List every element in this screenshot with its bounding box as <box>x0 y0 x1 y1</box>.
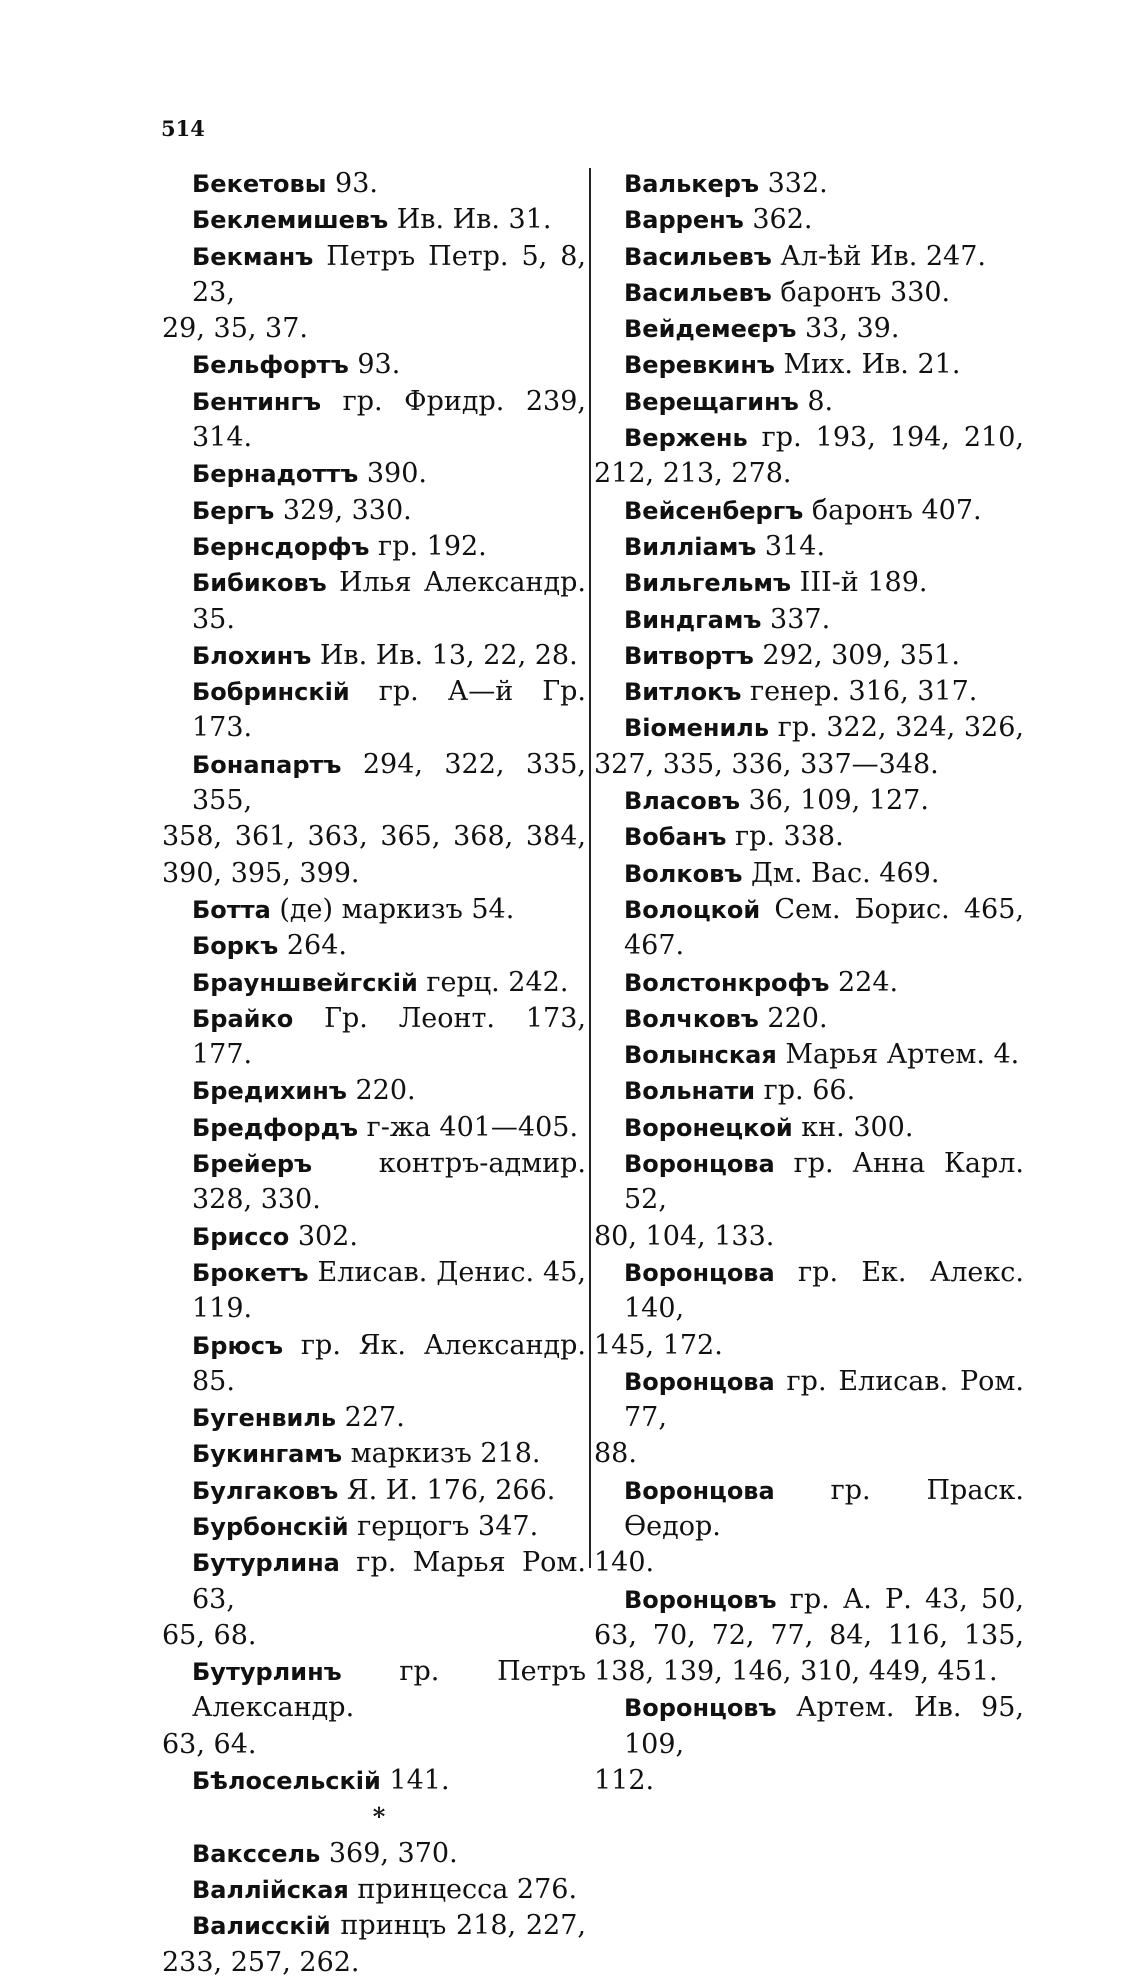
entry-refs: гр. 192. <box>369 530 487 562</box>
index-entry <box>594 1690 1024 1799</box>
entry-name: Вержень <box>624 424 748 453</box>
entry-name: Валисскій <box>192 1912 331 1941</box>
entry-refs: Елисав. Денис. 45, 119. <box>192 1256 586 1325</box>
entry-refs: 292, 309, 351. <box>753 639 960 671</box>
entry-name: Блохинъ <box>192 641 312 670</box>
entry-line <box>162 1908 586 1944</box>
entry-refs: Ал-ѣй Ив. 247. <box>771 240 986 272</box>
entry-name: Бернадоттъ <box>192 460 359 489</box>
entry-line <box>162 638 586 674</box>
index-column-right <box>594 166 1024 1799</box>
index-entry <box>162 166 586 202</box>
entry-refs: 145, 172. <box>594 1329 723 1361</box>
index-entry <box>162 638 586 674</box>
entry-refs: гр. Анна Карл. 52, <box>624 1148 1024 1216</box>
index-entry <box>594 275 1024 311</box>
entry-refs: гр. 193, 194, 210, <box>747 422 1024 454</box>
index-entry <box>594 1073 1024 1109</box>
entry-line <box>594 638 1024 674</box>
entry-name: Васильевъ <box>624 242 772 271</box>
entry-refs: 227. <box>336 1402 405 1434</box>
entry-name: Брауншвейгскій <box>192 968 418 997</box>
entry-refs: Артем. Ив. 95, 109, <box>624 1692 1024 1760</box>
entry-line <box>162 529 586 565</box>
entry-refs: гр. А. Р. 43, 50, <box>776 1583 1024 1615</box>
entry-refs: 33, 39. <box>796 313 900 345</box>
entry-refs: Сем. Борис. 465, 467. <box>624 893 1024 962</box>
index-entry <box>594 674 1024 710</box>
entry-line <box>162 1618 586 1654</box>
entry-refs: гр. 322, 324, 326, <box>769 712 1024 744</box>
entry-line <box>162 1110 586 1146</box>
entry-name: Бугенвиль <box>192 1404 337 1433</box>
entry-name: Бекманъ <box>192 242 314 271</box>
entry-name: Ботта <box>192 895 271 924</box>
entry-name: Вакссель <box>192 1839 321 1868</box>
entry-name: Воронцова <box>624 1150 775 1179</box>
entry-name: Волоцкой <box>624 895 761 924</box>
entry-refs: гр. Ек. Алекс. 140, <box>624 1256 1024 1325</box>
entry-refs: контръ-адмир. 328, 330. <box>192 1148 586 1216</box>
entry-name: Виндгамъ <box>624 605 762 634</box>
entry-refs: гр. Як. Александр. 85. <box>192 1329 586 1397</box>
entry-line <box>162 1436 586 1472</box>
index-entry <box>162 202 586 238</box>
entry-name: Боркъ <box>192 932 279 961</box>
entry-name: Бредфордъ <box>192 1113 359 1142</box>
entry-line <box>162 166 586 202</box>
entry-name: Вильгельмъ <box>624 569 792 598</box>
index-entry <box>594 710 1024 783</box>
entry-refs: гр. Праск. Ѳедор. <box>624 1474 1024 1542</box>
entry-line <box>162 1146 586 1219</box>
entry-refs: 314. <box>756 530 826 562</box>
index-entry <box>162 529 586 565</box>
index-entry <box>162 1001 586 1074</box>
entry-refs: гр. 338. <box>726 821 844 853</box>
entry-name: Волковъ <box>624 859 743 888</box>
index-entry <box>594 1146 1024 1255</box>
entry-line <box>594 529 1024 565</box>
entry-name: Бѣлосельскій <box>192 1767 381 1796</box>
entry-name: Вейсенбергъ <box>624 496 804 525</box>
entry-line <box>162 674 586 747</box>
index-entry <box>162 1908 586 1981</box>
entry-refs: 329, 330. <box>274 494 412 526</box>
entry-line <box>594 420 1024 456</box>
entry-refs: 63, 64. <box>162 1728 257 1760</box>
index-entry <box>162 347 586 383</box>
index-entry <box>162 1110 586 1146</box>
entry-refs: 220. <box>346 1075 416 1107</box>
entry-name: Бутурлинъ <box>192 1658 342 1687</box>
entry-line <box>162 1545 586 1618</box>
entry-line <box>594 1690 1024 1763</box>
entry-name: Бибиковъ <box>192 569 327 598</box>
entry-line <box>594 1654 1024 1690</box>
index-entry <box>594 311 1024 347</box>
index-entry <box>162 1328 586 1401</box>
entry-line <box>594 275 1024 311</box>
entry-line <box>594 856 1024 892</box>
entry-refs: маркизъ 218. <box>342 1438 541 1470</box>
index-entry <box>162 1763 586 1799</box>
index-column-left <box>162 166 586 1981</box>
entry-line <box>162 1727 586 1763</box>
entry-line <box>162 1654 586 1727</box>
entry-refs: гр. Фридр. 239, 314. <box>192 385 586 454</box>
entry-refs: 80, 104, 133. <box>594 1220 775 1252</box>
index-entry <box>162 384 586 457</box>
entry-name: Воронцовъ <box>624 1694 777 1723</box>
entry-line <box>162 1945 586 1981</box>
entry-line <box>594 710 1024 746</box>
entry-line <box>594 1473 1024 1546</box>
index-entry <box>594 1582 1024 1691</box>
index-entry <box>162 565 586 638</box>
index-entry <box>594 1001 1024 1037</box>
entry-line <box>162 1219 586 1255</box>
entry-line <box>594 493 1024 529</box>
entry-name: Валлійская <box>192 1875 349 1904</box>
entry-name: Брейеръ <box>192 1150 313 1179</box>
entry-line <box>594 1146 1024 1219</box>
entry-line <box>162 928 586 964</box>
entry-refs: 112. <box>594 1765 655 1797</box>
entry-refs: Ив. Ив. 13, 22, 28. <box>311 639 578 671</box>
entry-line <box>594 1763 1024 1799</box>
entry-line <box>594 965 1024 1001</box>
entry-line <box>594 1582 1024 1618</box>
entry-line <box>594 1436 1024 1472</box>
index-entry <box>594 638 1024 674</box>
index-entry <box>162 1473 586 1509</box>
entry-name: Бурбонскій <box>192 1512 349 1541</box>
entry-refs: 369, 370. <box>320 1837 458 1869</box>
index-entry <box>594 965 1024 1001</box>
entry-refs: 294, 322, 335, 355, <box>192 748 586 817</box>
entry-line <box>594 602 1024 638</box>
entry-line <box>594 783 1024 819</box>
entry-name: Булгаковъ <box>192 1476 339 1505</box>
section-separator: * <box>372 1802 386 1832</box>
entry-line <box>162 239 586 312</box>
entry-name: Витвортъ <box>624 641 754 670</box>
index-entry <box>162 892 586 928</box>
entry-line <box>594 1328 1024 1364</box>
entry-line <box>162 1509 586 1545</box>
entry-line <box>594 1001 1024 1037</box>
entry-line <box>594 1037 1024 1073</box>
index-entry <box>594 384 1024 420</box>
entry-refs: 140. <box>594 1547 655 1579</box>
index-entry <box>162 1872 586 1908</box>
index-entry <box>162 456 586 492</box>
index-entry <box>162 965 586 1001</box>
entry-refs: 233, 257, 262. <box>162 1946 360 1978</box>
entry-refs: (де) маркизъ 54. <box>270 893 515 925</box>
entry-name: Воронцова <box>624 1367 775 1396</box>
index-entry <box>594 1364 1024 1473</box>
index-entry <box>594 856 1024 892</box>
entry-line <box>162 311 586 347</box>
entry-line <box>162 1872 586 1908</box>
index-entry <box>162 1146 586 1219</box>
entry-line <box>162 456 586 492</box>
entry-line <box>594 239 1024 275</box>
index-entry <box>162 674 586 747</box>
entry-line <box>594 565 1024 601</box>
column-divider <box>589 168 591 1568</box>
entry-name: Варренъ <box>624 206 744 235</box>
entry-line <box>162 892 586 928</box>
page-number: 514 <box>161 116 205 141</box>
entry-line <box>162 856 586 892</box>
index-entry <box>594 1255 1024 1364</box>
entry-refs: 302. <box>289 1220 358 1252</box>
entry-line <box>594 347 1024 383</box>
entry-line <box>594 892 1024 965</box>
entry-line <box>162 1763 586 1799</box>
entry-name: Букингамъ <box>192 1440 343 1469</box>
entry-refs: принцесса 276. <box>348 1873 578 1905</box>
entry-refs: 337. <box>761 603 831 635</box>
entry-line <box>594 674 1024 710</box>
entry-name: Волчковъ <box>624 1004 759 1033</box>
entry-refs: Петръ Петр. 5, 8, 23, <box>192 240 586 308</box>
entry-refs: 390, 395, 399. <box>162 857 360 889</box>
entry-refs: Гр. Леонт. 173, 177. <box>192 1002 586 1071</box>
entry-name: Воронцова <box>624 1258 775 1287</box>
entry-refs: 264. <box>278 930 347 962</box>
index-entry <box>594 239 1024 275</box>
entry-line <box>162 819 586 855</box>
index-entry <box>594 1473 1024 1582</box>
index-entry <box>594 1037 1024 1073</box>
index-entry <box>594 1110 1024 1146</box>
entry-refs: баронъ 330. <box>771 276 951 308</box>
entry-name: Брайко <box>192 1004 294 1033</box>
entry-refs: Дм. Вас. 469. <box>742 857 940 889</box>
index-entry <box>162 239 586 348</box>
index-entry <box>594 529 1024 565</box>
entry-name: Валькеръ <box>624 170 760 198</box>
entry-name: Брокетъ <box>192 1258 309 1287</box>
entry-name: Воронцовъ <box>624 1585 777 1614</box>
entry-name: Бредихинъ <box>192 1077 347 1106</box>
index-entry <box>162 747 586 892</box>
entry-name: Бергъ <box>192 496 275 525</box>
entry-refs: 390. <box>358 458 427 490</box>
entry-name: Бекетовы <box>192 170 327 198</box>
entry-name: Воронецкой <box>624 1113 793 1142</box>
entry-refs: г-жа 401—405. <box>358 1111 579 1143</box>
entry-refs: гр. Марья Ром. 63, <box>192 1547 586 1615</box>
index-entry <box>162 928 586 964</box>
index-entry <box>594 565 1024 601</box>
entry-name: Бонапартъ <box>192 750 342 779</box>
index-entry <box>594 347 1024 383</box>
entry-name: Власовъ <box>624 787 741 816</box>
index-entry <box>162 1654 586 1763</box>
entry-line <box>594 384 1024 420</box>
entry-refs: гр. Елисав. Ром. 77, <box>624 1365 1024 1434</box>
entry-line <box>594 1364 1024 1437</box>
index-entry <box>162 1545 586 1654</box>
entry-refs: 362. <box>743 204 813 236</box>
entry-name: Бутурлина <box>192 1549 340 1578</box>
entry-refs: 63, 70, 72, 77, 84, 116, 135, <box>594 1619 1024 1651</box>
entry-name: Беклемишевъ <box>192 206 389 235</box>
entry-line <box>162 1001 586 1074</box>
entry-refs: 224. <box>829 966 899 998</box>
entry-line <box>594 1618 1024 1654</box>
entry-refs: Ив. Ив. 31. <box>388 204 552 236</box>
entry-name: Бентингъ <box>192 387 322 416</box>
entry-name: Верещагинъ <box>624 387 799 416</box>
entry-name: Бернсдорфъ <box>192 532 370 561</box>
entry-name: Воронцова <box>624 1476 775 1505</box>
entry-name: Вилліамъ <box>624 532 757 561</box>
entry-line <box>162 347 586 383</box>
entry-line <box>594 1073 1024 1109</box>
entry-name: Вольнати <box>624 1077 756 1106</box>
entry-refs: баронъ 407. <box>803 494 982 526</box>
entry-refs: герцогъ 347. <box>348 1510 539 1542</box>
entry-name: Брюсъ <box>192 1331 284 1360</box>
index-entry <box>162 1436 586 1472</box>
index-entry <box>594 892 1024 965</box>
entry-name: Витлокъ <box>624 678 742 707</box>
entry-line <box>162 202 586 238</box>
entry-name: Бриссо <box>192 1222 290 1251</box>
entry-refs: 332. <box>759 168 828 199</box>
entry-refs: Мих. Ив. 21. <box>774 349 961 381</box>
entry-name: Віомениль <box>624 714 770 743</box>
entry-refs: герц. 242. <box>417 966 569 998</box>
entry-refs: генер. 316, 317. <box>741 676 978 708</box>
entry-line <box>162 1473 586 1509</box>
entry-refs: 36, 109, 127. <box>740 785 929 817</box>
entry-refs: 29, 35, 37. <box>162 313 308 345</box>
entry-refs: Марья Артем. 4. <box>776 1039 1020 1071</box>
entry-name: Волынская <box>624 1041 777 1070</box>
entry-refs: кн. 300. <box>792 1111 914 1143</box>
index-entry <box>594 420 1024 493</box>
entry-refs: 212, 213, 278. <box>594 458 792 490</box>
index-entry <box>594 819 1024 855</box>
entry-refs: 93. <box>348 349 401 381</box>
index-entry <box>162 493 586 529</box>
index-entry <box>594 166 1024 202</box>
entry-refs: 88. <box>594 1438 637 1470</box>
entry-refs: Илья Александр. 35. <box>192 567 586 635</box>
entry-refs: гр. Петръ Александр. <box>192 1656 586 1724</box>
entry-line <box>594 747 1024 783</box>
entry-refs: 93. <box>326 168 378 199</box>
entry-line <box>162 965 586 1001</box>
index-entry <box>162 1836 586 1872</box>
entry-name: Бобринскій <box>192 678 350 707</box>
index-entry <box>594 783 1024 819</box>
entry-line <box>162 1328 586 1401</box>
entry-refs: 220. <box>758 1002 828 1034</box>
entry-refs: 327, 335, 336, 337—348. <box>594 748 939 780</box>
entry-line <box>594 166 1024 202</box>
entry-line <box>162 1836 586 1872</box>
entry-name: Бельфортъ <box>192 351 349 380</box>
entry-line <box>594 1219 1024 1255</box>
entry-line <box>162 1400 586 1436</box>
entry-line <box>594 202 1024 238</box>
entry-refs: Я. И. 176, 266. <box>338 1474 556 1506</box>
entry-line <box>594 819 1024 855</box>
entry-line <box>162 565 586 638</box>
index-entry <box>594 493 1024 529</box>
entry-refs: 65, 68. <box>162 1619 257 1651</box>
index-entry <box>162 1255 586 1328</box>
index-entry <box>162 1073 586 1109</box>
entry-line <box>594 1545 1024 1581</box>
entry-refs: 358, 361, 363, 365, 368, 384, <box>162 821 586 853</box>
entry-refs: гр. А—й Гр. 173. <box>192 676 586 744</box>
entry-line <box>162 1255 586 1328</box>
entry-line <box>594 456 1024 492</box>
entry-line <box>162 1073 586 1109</box>
entry-line <box>594 1110 1024 1146</box>
entry-line <box>162 384 586 457</box>
index-entry <box>162 1509 586 1545</box>
index-entry <box>594 602 1024 638</box>
entry-line <box>594 1255 1024 1328</box>
entry-name: Вобанъ <box>624 823 727 852</box>
index-entry <box>162 1219 586 1255</box>
entry-line <box>594 311 1024 347</box>
entry-refs: III-й 189. <box>791 567 928 599</box>
entry-refs: 141. <box>380 1765 450 1797</box>
entry-name: Васильевъ <box>624 278 772 307</box>
index-entry <box>162 1400 586 1436</box>
entry-name: Вейдемеєръ <box>624 315 797 344</box>
index-entry <box>594 202 1024 238</box>
entry-refs: 8. <box>798 385 834 417</box>
entry-name: Волстонкрофъ <box>624 968 830 997</box>
entry-line <box>162 747 586 820</box>
entry-name: Веревкинъ <box>624 351 775 380</box>
entry-refs: 138, 139, 146, 310, 449, 451. <box>594 1656 998 1688</box>
entry-refs: принцъ 218, 227, <box>330 1910 586 1942</box>
entry-refs: гр. 66. <box>755 1075 856 1107</box>
entry-line <box>162 493 586 529</box>
